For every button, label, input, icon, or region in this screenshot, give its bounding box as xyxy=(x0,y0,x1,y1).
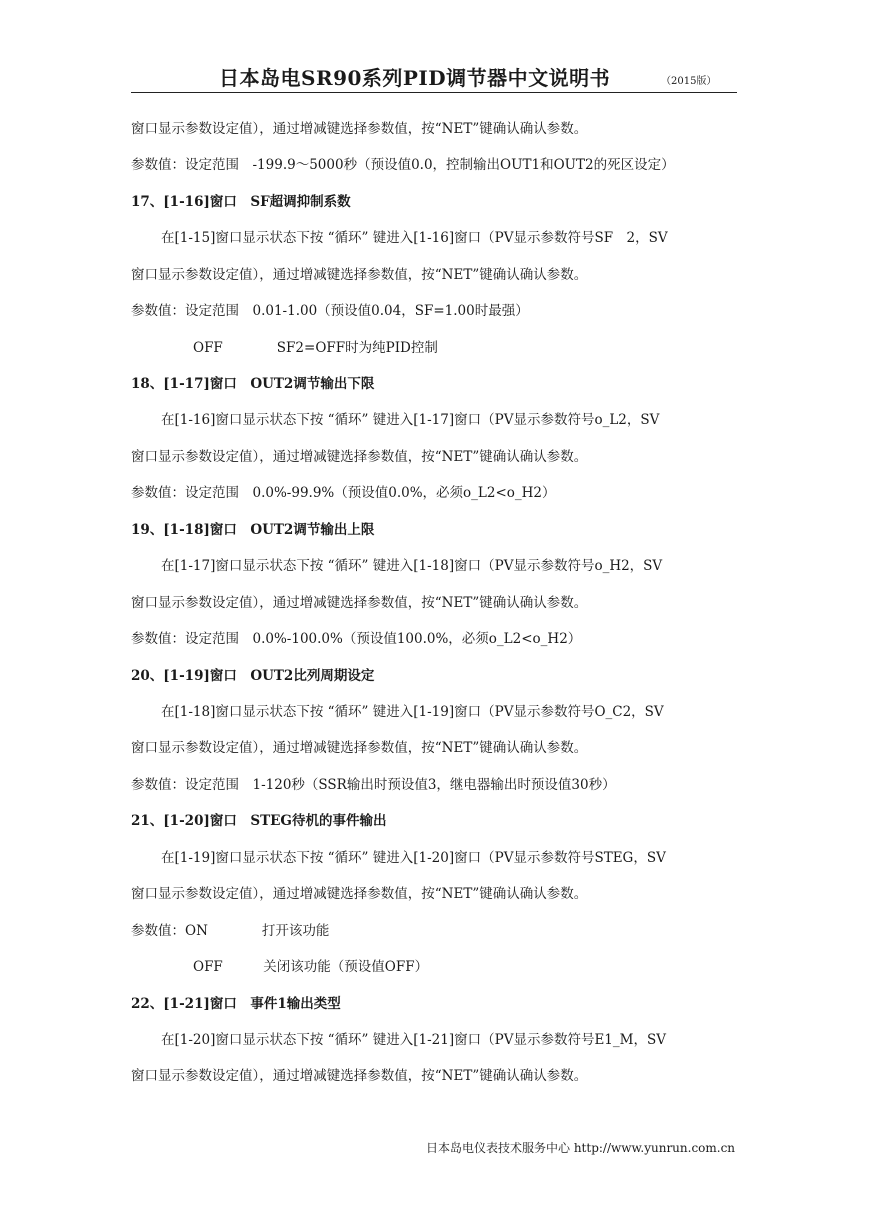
paragraph-line: 在[1-18]窗口显示状态下按 “循环” 键进入[1-19]窗口（PV显示参数符号O_C2，SV xyxy=(161,704,664,720)
param-range-line: 参数值：设定范围 0.0%-100.0%（预设值100.0%，必须o_L2<o_H2） xyxy=(131,631,582,647)
section-heading-22: 22、[1-21]窗口 事件1输出类型 xyxy=(131,996,341,1012)
document-title: 日本岛电SR90系列PID调节器中文说明书 xyxy=(219,66,611,90)
paragraph-line: 窗口显示参数设定值），通过增减键选择参数值，按“NET”键确认确认参数。 xyxy=(131,449,588,465)
page-header xyxy=(131,60,737,93)
section-heading-18: 18、[1-17]窗口 OUT2调节输出下限 xyxy=(131,376,375,392)
paragraph-line: 在[1-17]窗口显示状态下按 “循环” 键进入[1-18]窗口（PV显示参数符号o_H2，SV xyxy=(161,558,663,574)
edition-label: （2015版） xyxy=(661,76,717,87)
param-range-line: 参数值：设定范围 0.0%-99.9%（预设值0.0%，必须o_L2<o_H2） xyxy=(131,485,556,501)
param-option-line: OFF 关闭该功能（预设值OFF） xyxy=(193,959,429,975)
param-range-line: 参数值：设定范围 1-120秒（SSR输出时预设值3，继电器输出时预设值30秒） xyxy=(131,777,616,793)
page-footer: 日本岛电仪表技术服务中心 http://www.yunrun.com.cn xyxy=(426,1141,736,1155)
paragraph-line: 窗口显示参数设定值），通过增减键选择参数值，按“NET”键确认确认参数。 xyxy=(131,267,588,283)
paragraph-line: 在[1-20]窗口显示状态下按 “循环” 键进入[1-21]窗口（PV显示参数符号E1_M，SV xyxy=(161,1032,666,1048)
paragraph-line: 窗口显示参数设定值），通过增减键选择参数值，按“NET”键确认确认参数。 xyxy=(131,740,588,756)
paragraph-line: 窗口显示参数设定值），通过增减键选择参数值，按“NET”键确认确认参数。 xyxy=(131,886,588,902)
paragraph-line: 窗口显示参数设定值），通过增减键选择参数值，按“NET”键确认确认参数。 xyxy=(131,1068,588,1084)
paragraph-line: 在[1-15]窗口显示状态下按 “循环” 键进入[1-16]窗口（PV显示参数符号SF 2，SV xyxy=(161,230,668,246)
paragraph-line: 窗口显示参数设定值），通过增减键选择参数值，按“NET”键确认确认参数。 xyxy=(131,121,588,137)
param-range-line: 参数值：设定范围 -199.9～5000秒（预设值0.0，控制输出OUT1和OUT2的死区设定） xyxy=(131,157,675,173)
paragraph-line: 在[1-16]窗口显示状态下按 “循环” 键进入[1-17]窗口（PV显示参数符号o_L2，SV xyxy=(161,412,660,428)
paragraph-line: 在[1-19]窗口显示状态下按 “循环” 键进入[1-20]窗口（PV显示参数符号STEG，SV xyxy=(161,850,666,866)
section-heading-19: 19、[1-18]窗口 OUT2调节输出上限 xyxy=(131,522,375,538)
section-heading-17: 17、[1-16]窗口 SF超调抑制系数 xyxy=(131,194,351,210)
param-range-line: 参数值：设定范围 0.01-1.00（预设值0.04，SF=1.00时最强） xyxy=(131,303,529,319)
param-option-line: OFF SF2=OFF时为纯PID控制 xyxy=(193,340,438,356)
section-heading-21: 21、[1-20]窗口 STEG待机的事件输出 xyxy=(131,813,387,829)
paragraph-line: 窗口显示参数设定值），通过增减键选择参数值，按“NET”键确认确认参数。 xyxy=(131,595,588,611)
section-heading-20: 20、[1-19]窗口 OUT2比列周期设定 xyxy=(131,668,375,684)
param-option-line: 参数值：ON 打开该功能 xyxy=(131,923,330,939)
